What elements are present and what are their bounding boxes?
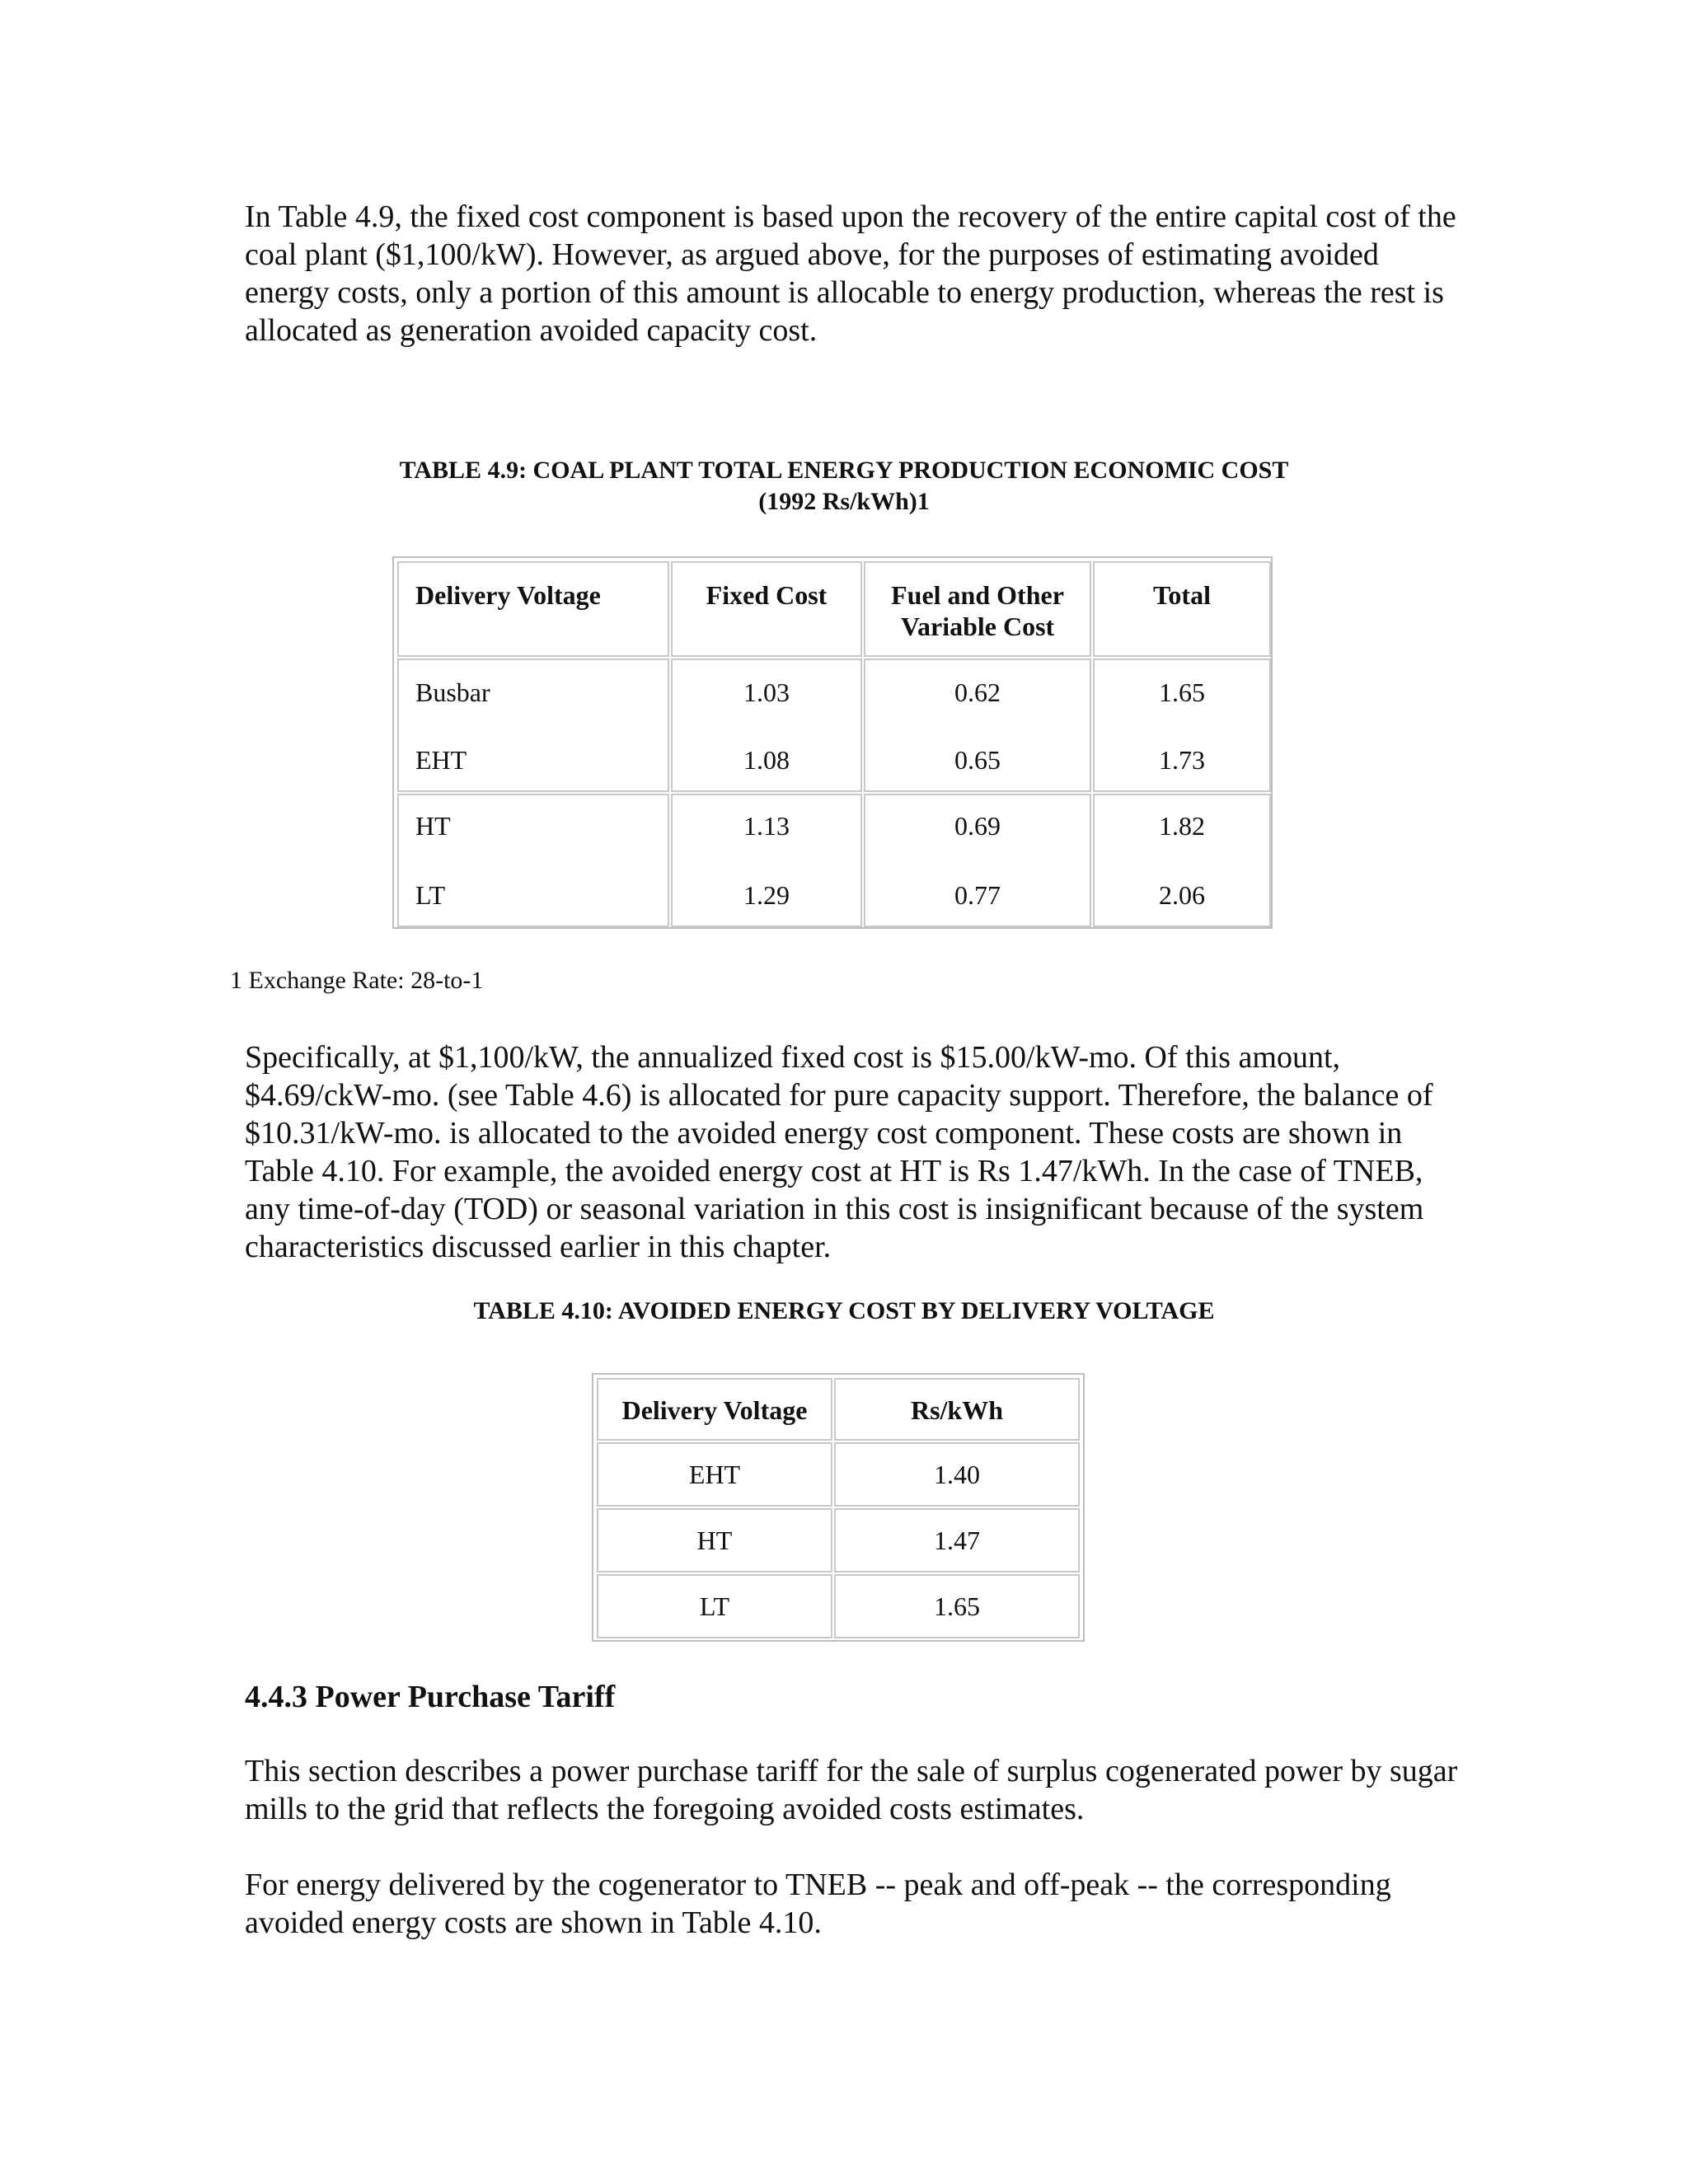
table410-cell (834, 1508, 1080, 1572)
table410-cell (597, 1442, 832, 1507)
table410-header-voltage (597, 1378, 832, 1441)
table49-row-fuel (864, 794, 1091, 927)
specific-paragraph: Specifically, at $1,100/kW, the annualized fixed cost is $15.00/kW-mo. Of this amount, $4.69/ckW-mo. (see Table 4.6) is allocated for pure capacity support. Therefore, the balance of $10.31/kW-mo. is allocated to the avoided energy cost component. These costs are shown in Table 4.10. For example, the avoided energy cost at HT is Rs 1.47/kWh. In the case of TNEB, any time-of-day (TOD) or seasonal variation in this cost is insignificant because of the system characteristics discussed earlier in this chapter. (245, 1040, 1433, 1264)
table49-cell: Busbar (415, 677, 490, 707)
table49-cell: 2.06 (1159, 880, 1205, 910)
table49-row-total (1093, 658, 1271, 792)
intro-paragraph: In Table 4.9, the fixed cost component is based upon the recovery of the entire capital cost of the coal plant ($1,100/kW). However, as argued above, for the purposes of estimating avoided energy costs, only a portion of this amount is allocable to energy production, whereas the rest is allocated as generation avoided capacity cost. (245, 199, 1456, 348)
table49-cell: HT (415, 811, 451, 841)
table49-footnote: 1 Exchange Rate: 28-to-1 (230, 967, 484, 994)
table410-cell-text: LT (699, 1591, 730, 1621)
table49-cell: LT (415, 880, 446, 910)
table49-row-voltage (397, 658, 669, 792)
table410-cell (597, 1574, 832, 1638)
table410-cell-text: 1.40 (934, 1460, 980, 1489)
table410-cell-text: EHT (688, 1460, 741, 1489)
table49-cell: 1.82 (1159, 811, 1205, 841)
section-heading: 4.4.3 Power Purchase Tariff (245, 1680, 616, 1714)
table49-cell: 1.08 (743, 745, 790, 775)
table49-header-fixed (671, 561, 862, 657)
table410-cell-text: HT (696, 1526, 733, 1555)
table49-header-fuel-text (865, 579, 1090, 642)
table49-cell: 0.62 (954, 677, 1001, 707)
table49-header-fuel-line1: Fuel and Other (891, 580, 1064, 610)
table410-header-voltage-text: Delivery Voltage (621, 1395, 808, 1425)
table49-header-fuel (864, 561, 1091, 657)
table410-header-rate-text: Rs/kWh (910, 1395, 1004, 1425)
table49-cell: 0.77 (954, 880, 1001, 910)
table49-row-fixed (671, 794, 862, 927)
table410 (592, 1373, 1085, 1642)
table49 (392, 556, 1273, 929)
table410-cell (834, 1442, 1080, 1507)
table49-title-line2: (1992 Rs/kWh)1 (758, 488, 930, 515)
table49-title-line1: TABLE 4.9: COAL PLANT TOTAL ENERGY PRODUCTION ECONOMIC COST (399, 457, 1289, 484)
table49-cell: 1.73 (1159, 745, 1205, 775)
table49-cell: 1.65 (1159, 677, 1205, 707)
table410-cell-text: 1.65 (934, 1591, 980, 1621)
section-paragraph-2: For energy delivered by the cogenerator to TNEB -- peak and off-peak -- the corresponding avoided energy costs are shown in Table 4.10. (245, 1868, 1391, 1940)
table49-header-voltage-text: Delivery Voltage (415, 580, 601, 610)
section-paragraph-1: This section describes a power purchase tariff for the sale of surplus cogenerated power by sugar mills to the grid that reflects the foregoing avoided costs estimates. (245, 1754, 1458, 1826)
table49-header-fuel-line2: Variable Cost (900, 612, 1055, 641)
table49-header-total-text: Total (1153, 580, 1211, 610)
table49-cell: 1.29 (743, 880, 790, 910)
table410-header-rate (834, 1378, 1080, 1441)
table49-row-fuel (864, 658, 1091, 792)
table49-title (0, 455, 1688, 518)
table410-title: TABLE 4.10: AVOIDED ENERGY COST BY DELIVERY VOLTAGE (473, 1297, 1215, 1324)
table49-row-fixed (671, 658, 862, 792)
table410-cell (834, 1574, 1080, 1638)
table49-header-total (1093, 561, 1271, 657)
table49-cell: 1.13 (743, 811, 790, 841)
table410-cell-text: 1.47 (934, 1526, 980, 1555)
table49-header-voltage (397, 561, 669, 657)
table410-cell (597, 1508, 832, 1572)
table49-row-voltage (397, 794, 669, 927)
table49-cell: 0.69 (954, 811, 1001, 841)
table49-row-total (1093, 794, 1271, 927)
table49-cell: 0.65 (954, 745, 1001, 775)
table49-cell: EHT (415, 745, 467, 775)
table49-cell: 1.03 (743, 677, 790, 707)
table49-header-fixed-text: Fixed Cost (706, 580, 828, 610)
